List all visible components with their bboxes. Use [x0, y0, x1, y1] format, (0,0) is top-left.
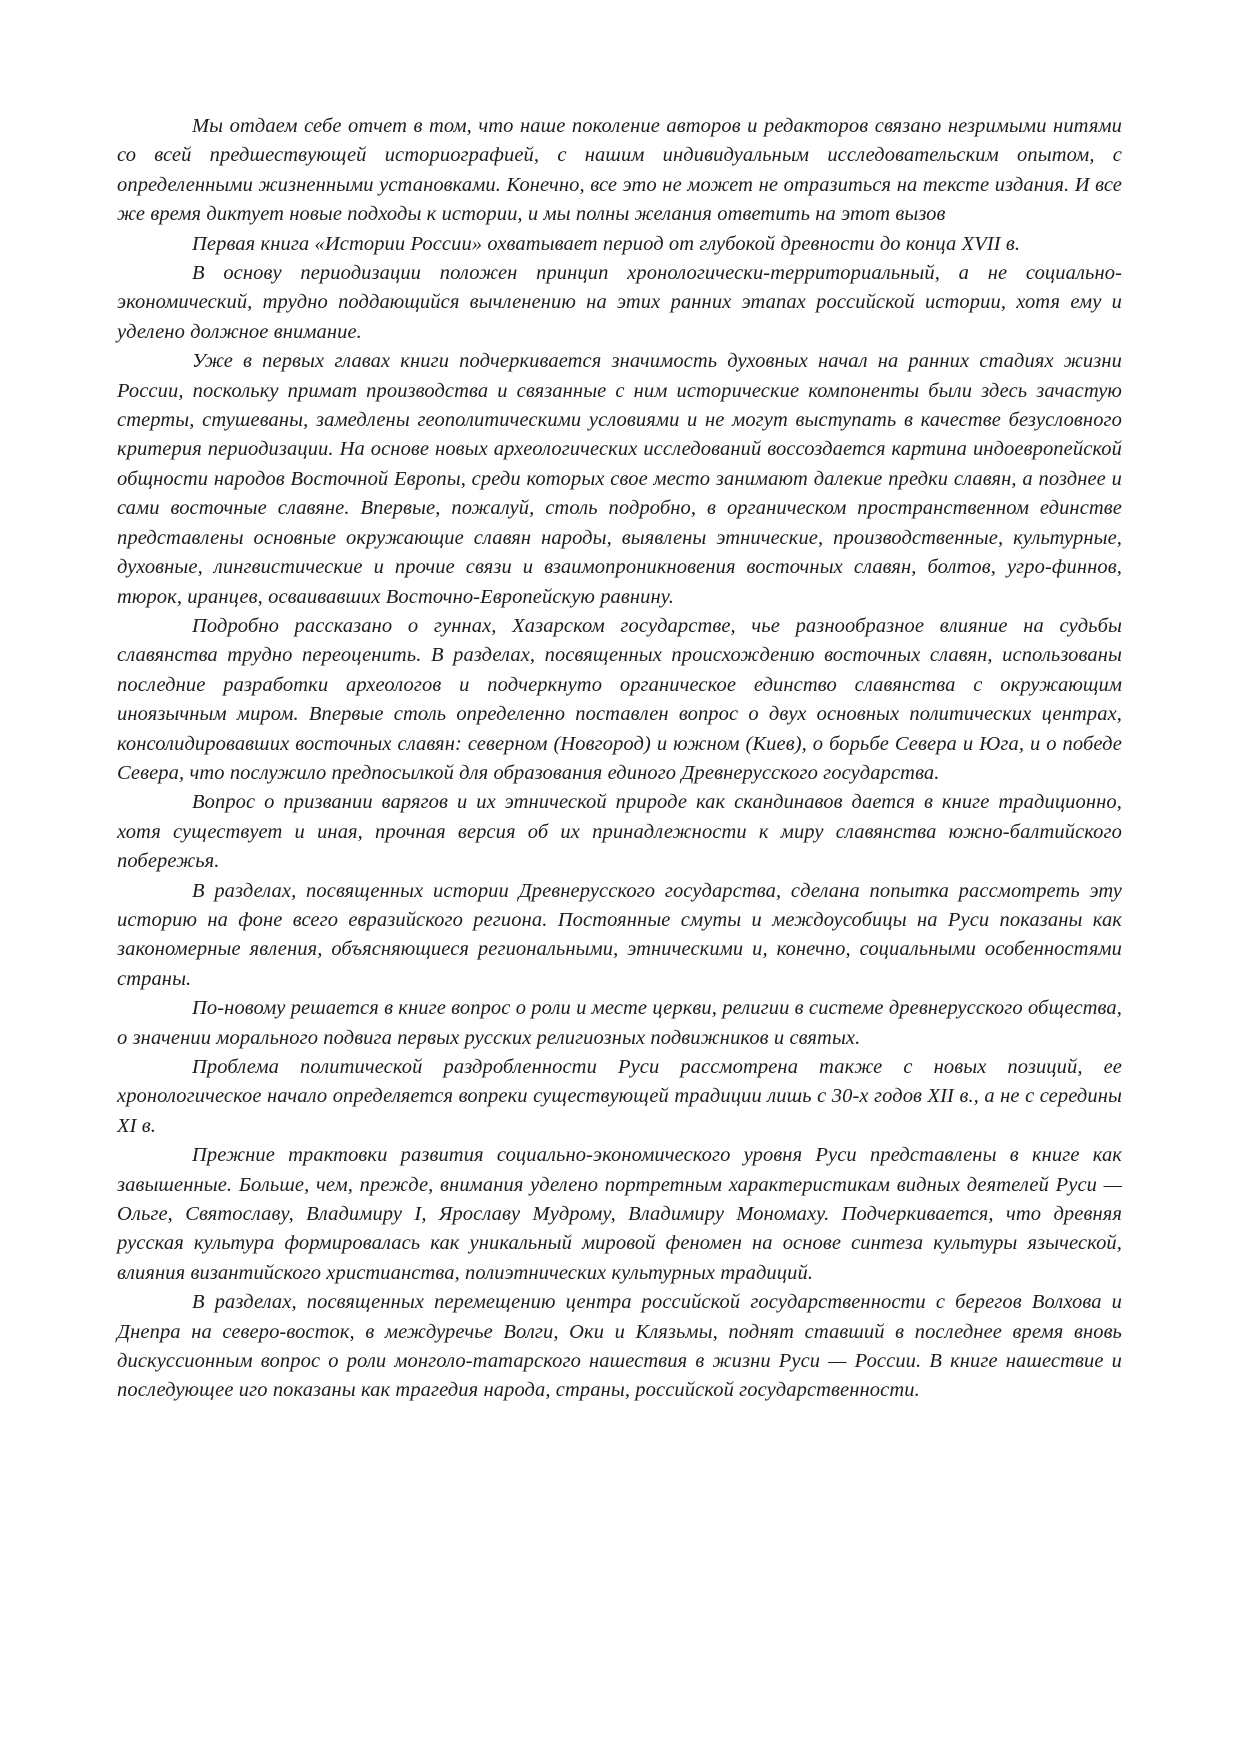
paragraph-first-book-scope: Первая книга «Истории России» охватывает период от глубокой древности до конца XVII в. [192, 232, 1021, 255]
paragraph-huns-khazars: Подробно рассказано о гуннах, Хазарском государстве, чье разнообразное влияние на судьбы славянства трудно переоценить. В разделах, посвященных происхождению восточных славян, использованы последние разработки археологов и подчеркнуто органическое единство славянства с окружающим иноязычным миром. Впервые столь определенно поставлен вопрос о двух основных политических центрах, консолидировавших восточных славян: северном (Новгород) и южном (Киев), о борьбе Севера и Юга, и о победе Севера, что послужило предпосылкой для образования единого Древнерусского государства. [117, 614, 1122, 784]
document-page [117, 112, 1122, 1406]
paragraph-fragmentation: Проблема политической раздробленности Руси рассмотрена также с новых позиций, ее хронологическое начало определяется вопреки существующей традиции лишь с 30-х годов XII в., а не с середины XI в. [117, 1056, 1122, 1137]
paragraph-mongol-invasion: В разделах, посвященных перемещению центра российской государственности с берегов Волхова и Днепра на северо-восток, в междуречье Волги, Оки и Клязьмы, поднят ставший в последнее время вновь дискуссионным вопрос о роли монголо-татарского нашествия в жизни Руси — России. В книге нашествие и последующее иго показаны как трагедия народа, страны, российской государственности. [117, 1291, 1122, 1402]
paragraph-old-russian-state: В разделах, посвященных истории Древнерусского государства, сделана попытка рассмотреть эту историю на фоне всего евразийского региона. Постоянные смуты и междоусобицы на Руси показаны как закономерные явления, объясняющиеся региональными, этническими и, конечно, социальными особенностями страны. [117, 879, 1122, 990]
paragraph-church-religion: По-новому решается в книге вопрос о роли и месте церкви, религии в системе древнерусского общества, о значении морального подвига первых русских религиозных подвижников и святых. [117, 997, 1122, 1049]
paragraph-varangians: Вопрос о призвании варягов и их этнической природе как скандинавов дается в книге традиционно, хотя существует и иная, прочная версия об их принадлежности к миру славянства южно-балтийского побережья. [117, 791, 1122, 873]
paragraph-periodization: В основу периодизации положен принцип хронологически-территориальный, а не социально-экономический, трудно поддающийся вычленению на этих ранних этапах российской истории, хотя ему и уделено должное внимание. [117, 262, 1122, 343]
paragraph-generation-of-authors: Мы отдаем себе отчет в том, что наше поколение авторов и редакторов связано незримыми нитями со всей предшествующей историографией, с нашим индивидуальным исследовательским опытом, с определенными жизненными установками. Конечно, все это не может не отразиться на тексте издания. И все же время диктует новые подходы к истории, и мы полны желания ответить на этот вызов [117, 115, 1122, 226]
paragraph-socio-economic: Прежние трактовки развития социально-экономического уровня Руси представлены в книге как завышенные. Больше, чем, прежде, внимания уделено портретным характеристикам видных деятелей Руси — Ольге, Святославу, Владимиру I, Ярославу Мудрому, Владимиру Мономаху. Подчеркивается, что древняя русская культура формировалась как уникальный мировой феномен на основе синтеза культуры языческой, влияния византийского христианства, полиэтнических культурных традиций. [117, 1144, 1122, 1284]
paragraph-spiritual-origins: Уже в первых главах книги подчеркивается значимость духовных начал на ранних стадиях жизни России, поскольку примат производства и связанные с ним исторические компоненты были здесь зачастую стерты, стушеваны, замедлены геополитическими условиями и не могут выступать в качестве безусловного критерия периодизации. На основе новых археологических исследований воссоздается картина индоевропейской общности народов Восточной Европы, среди которых свое место занимают далекие предки славян, а позднее и сами восточные славяне. Впервые, пожалуй, столь подробно, в органическом пространственном единстве представлены основные окружающие славян народы, выявлены этнические, производственные, культурные, духовные, лингвистические и прочие связи и взаимопроникновения восточных славян, болтов, угро-финнов, тюрок, иранцев, осваивавших Восточно-Европейскую равнину. [117, 350, 1122, 608]
